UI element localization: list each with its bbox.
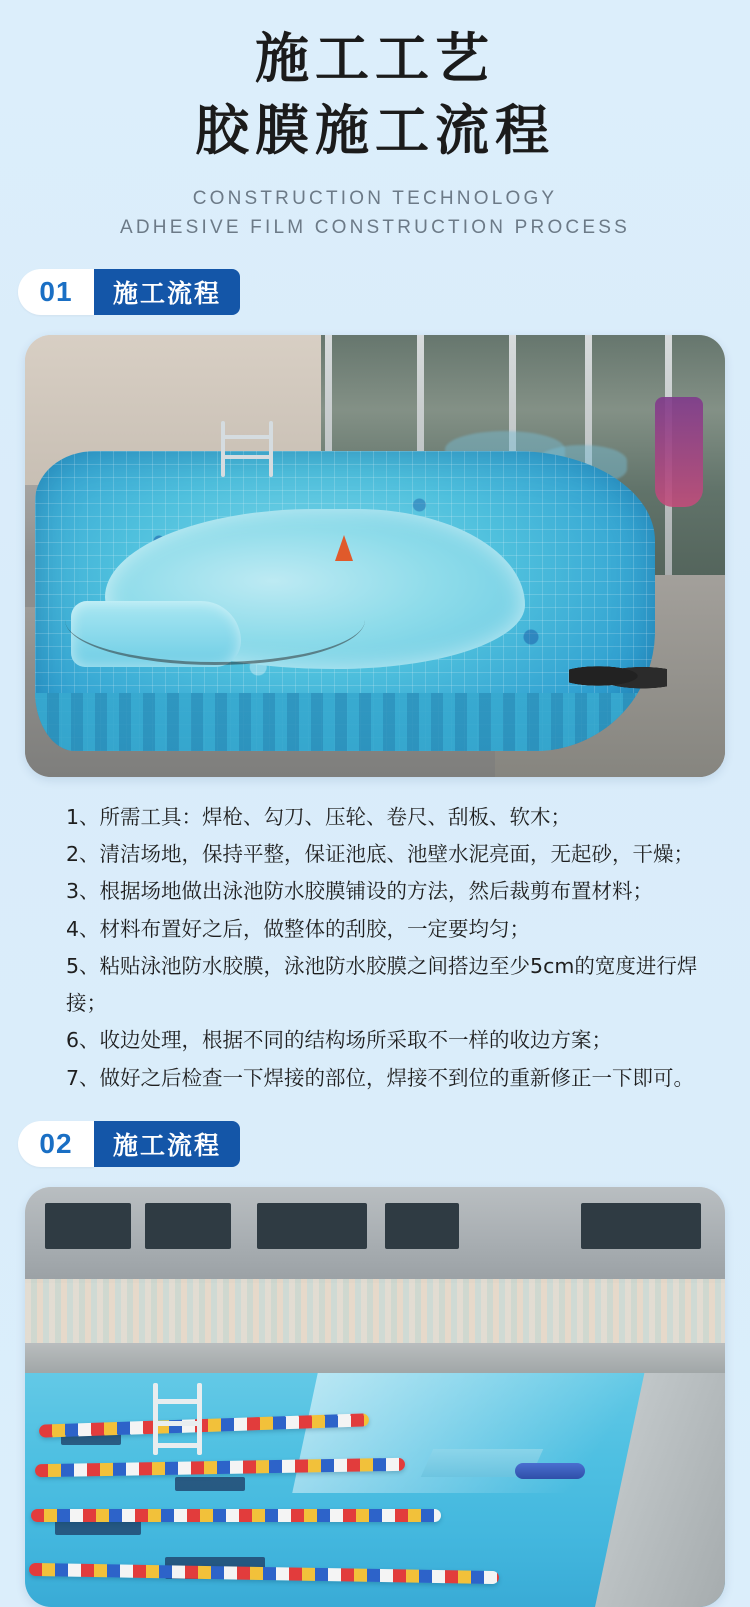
page-subtitle-line2: ADHESIVE FILM CONSTRUCTION PROCESS [120, 217, 630, 239]
photo2-far-deck [25, 1343, 725, 1375]
page-subtitle-line1: CONSTRUCTION TECHNOLOGY [192, 187, 558, 209]
photo1-pool-ladder [221, 421, 275, 477]
photo2-lane-rope [31, 1509, 441, 1522]
photo2-striped-fence [25, 1279, 725, 1345]
photo2-rolled-cover [515, 1463, 585, 1479]
photo2-window [145, 1203, 231, 1249]
section-title-02: 施工流程 [94, 1121, 240, 1167]
construction-steps-list [26, 799, 724, 1097]
photo-indoor-mosaic-pool [25, 335, 725, 777]
step-item: 4、材料布置好之后，做整体的刮胶，一定要均匀； [66, 916, 531, 941]
photo-card-02 [25, 1187, 725, 1607]
photo1-shoes [569, 659, 667, 693]
photo1-traffic-cone [335, 535, 353, 561]
section-label-01 [18, 269, 240, 315]
photo1-hanging-towel [655, 397, 703, 507]
photo2-floor-marking [175, 1477, 245, 1491]
photo2-window [257, 1203, 367, 1249]
step-item: 3、根据场地做出泳池防水胶膜铺设的方法，然后裁剪布置材料； [66, 879, 654, 904]
step-item: 5、粘贴泳池防水胶膜，泳池防水胶膜之间搭边至少5cm的宽度进行焊接； [66, 953, 698, 1016]
step-item: 2、清洁场地，保持平整，保证池底、池壁水泥亮面，无起砂，干燥； [66, 841, 695, 866]
section-label-02 [18, 1121, 240, 1167]
photo1-pool-rim [35, 693, 655, 751]
page-title-line1: 施工工艺 [255, 27, 495, 90]
photo2-window [581, 1203, 701, 1249]
section-number-01: 01 [18, 269, 94, 315]
photo-card-01 [25, 335, 725, 777]
step-item: 1、所需工具：焊枪、勾刀、压轮、卷尺、刮板、软木； [66, 804, 572, 829]
step-item: 7、做好之后检查一下焊接的部位，焊接不到位的重新修正一下即可。 [66, 1065, 695, 1090]
section-title-01: 施工流程 [94, 269, 240, 315]
photo-outdoor-lane-pool [25, 1187, 725, 1607]
step-item: 6、收边处理，根据不同的结构场所采取不一样的收边方案； [66, 1028, 613, 1053]
photo2-window [385, 1203, 459, 1249]
page-header [0, 0, 750, 243]
section-number-02: 02 [18, 1121, 94, 1167]
photo2-window [45, 1203, 131, 1249]
page-title-line2: 胶膜施工流程 [195, 98, 555, 162]
photo2-pool-ladder [153, 1383, 205, 1455]
photo1-hose [65, 575, 365, 665]
page-subtitle [0, 184, 750, 243]
